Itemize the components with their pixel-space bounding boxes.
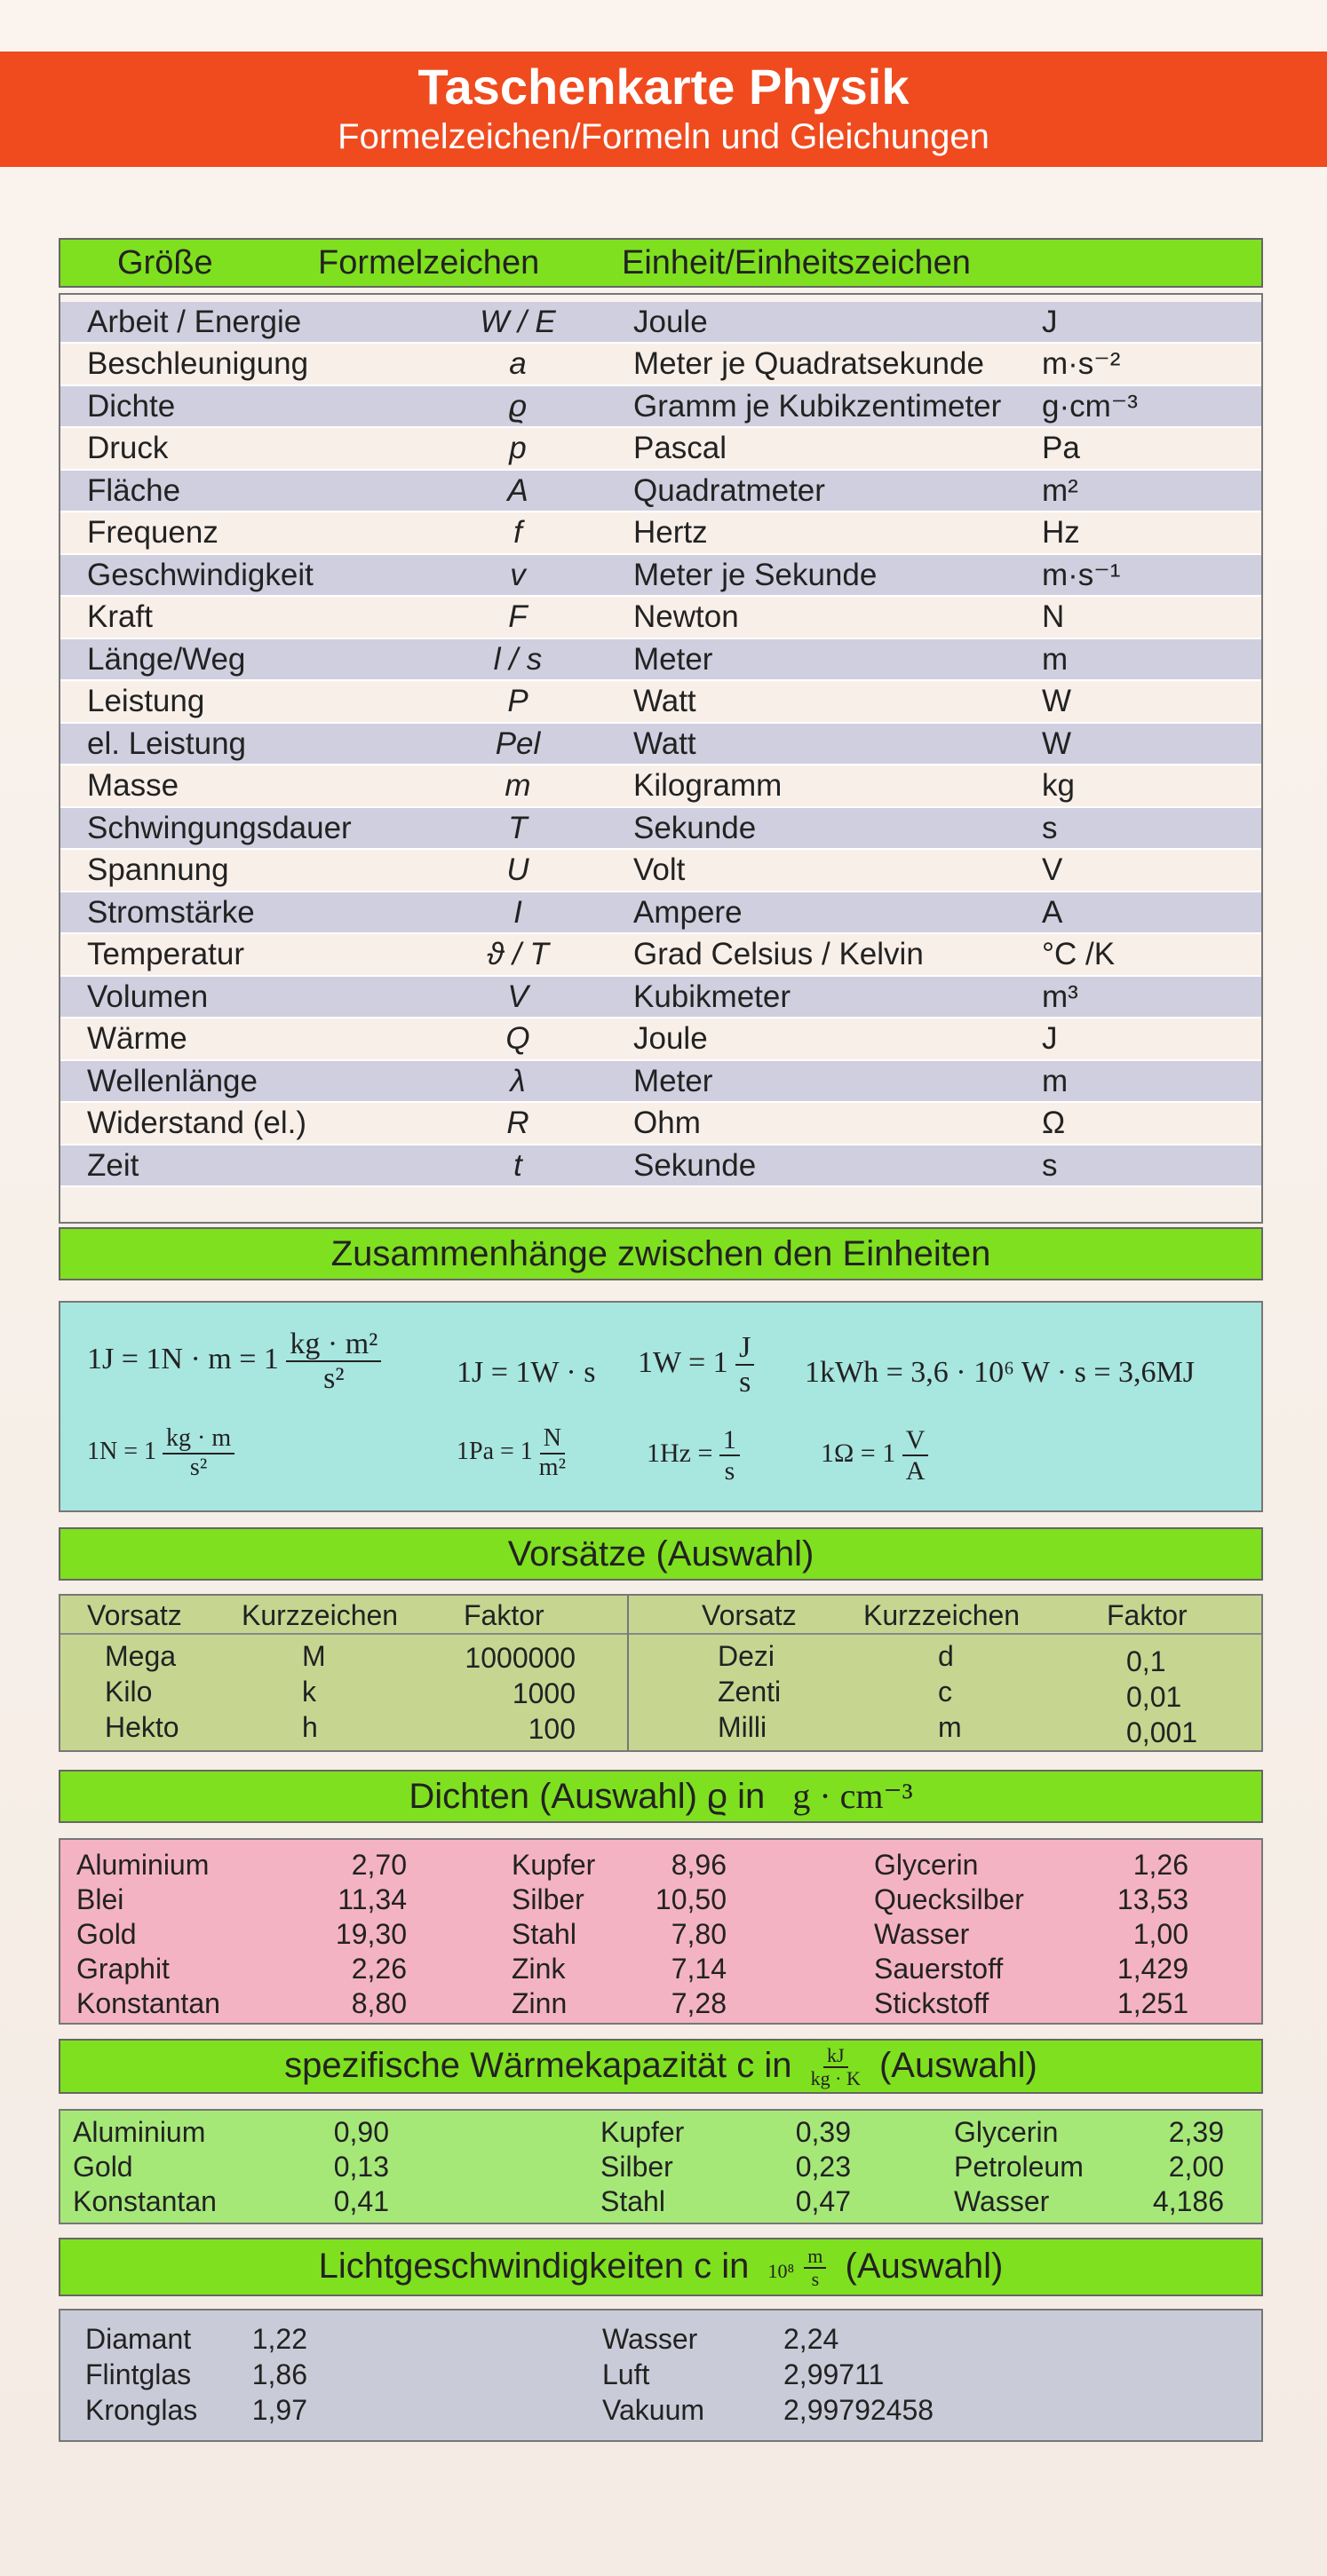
heat-unit-denominator: kg · K bbox=[810, 2067, 861, 2090]
densities-material: Stahl bbox=[512, 1918, 576, 1950]
prefix-abbr: c bbox=[938, 1676, 952, 1708]
table-row bbox=[60, 892, 1261, 934]
quantity-symbol: U bbox=[506, 852, 529, 887]
quantity-name: Fläche bbox=[87, 472, 181, 508]
formula-text: 1Pa = 1 bbox=[457, 1438, 533, 1466]
quantity-unit: Joule bbox=[633, 304, 708, 339]
quantity-unit: Hertz bbox=[633, 515, 708, 550]
prefixes-title: Vorsätze (Auswahl) bbox=[507, 1534, 814, 1573]
heat-value: 2,00 bbox=[1168, 2151, 1224, 2183]
formula-hertz bbox=[647, 1425, 740, 1486]
prefix-name: Hekto bbox=[105, 1711, 179, 1743]
prefix-column-header: Kurzzeichen bbox=[242, 1599, 399, 1631]
quantity-name: Wellenlänge bbox=[87, 1063, 258, 1098]
light-unit-prefix: 10⁸ bbox=[767, 2260, 795, 2282]
heat-value: 4,186 bbox=[1152, 2185, 1224, 2217]
quantity-unit-sign: m bbox=[1042, 1063, 1069, 1098]
quantity-unit-sign: g·cm⁻³ bbox=[1042, 388, 1138, 424]
light-unit-denominator: s bbox=[811, 2268, 820, 2291]
table-row bbox=[60, 513, 1261, 555]
heat-value: 2,39 bbox=[1168, 2116, 1224, 2148]
quantity-symbol: ϱ bbox=[508, 388, 528, 424]
prefix-abbr: h bbox=[302, 1711, 318, 1743]
heat-value: 0,13 bbox=[333, 2151, 389, 2183]
densities-material: Aluminium bbox=[76, 1849, 210, 1881]
quantity-symbol: Pel bbox=[495, 725, 541, 761]
prefix-abbr: M bbox=[302, 1640, 326, 1672]
light-value: 2,99792458 bbox=[783, 2394, 934, 2426]
densities-value: 10,50 bbox=[655, 1883, 727, 1915]
heat-title bbox=[60, 2041, 1261, 2090]
light-value: 2,99711 bbox=[783, 2358, 885, 2390]
quantity-unit-sign: N bbox=[1042, 599, 1065, 634]
densities-title bbox=[60, 1771, 1261, 1821]
quantity-unit-sign: A bbox=[1042, 894, 1063, 930]
table-row bbox=[60, 935, 1261, 977]
heat-material: Gold bbox=[73, 2151, 133, 2183]
relations-box bbox=[59, 1301, 1263, 1512]
prefix-factor: 0,1 bbox=[1126, 1645, 1166, 1677]
light-material: Wasser bbox=[602, 2323, 698, 2355]
light-material: Vakuum bbox=[602, 2394, 705, 2426]
quantity-name: Arbeit / Energie bbox=[87, 304, 302, 339]
densities-value: 1,26 bbox=[1132, 1849, 1188, 1881]
quantity-unit-sign: W bbox=[1042, 684, 1072, 718]
quantity-unit: Ohm bbox=[633, 1106, 701, 1140]
densities-unit: g · cm⁻³ bbox=[792, 1776, 913, 1816]
quantity-symbol: P bbox=[507, 684, 528, 718]
quantity-unit-sign: V bbox=[1042, 852, 1063, 887]
light-material: Luft bbox=[602, 2358, 650, 2390]
densities-material: Zink bbox=[512, 1953, 566, 1985]
quantity-unit-sign: kg bbox=[1042, 768, 1075, 803]
prefix-column-header: Vorsatz bbox=[702, 1599, 797, 1631]
quantity-name: Frequenz bbox=[87, 515, 219, 550]
quantities-table bbox=[59, 293, 1263, 1224]
prefixes-table bbox=[59, 1594, 1263, 1752]
heat-material: Konstantan bbox=[73, 2185, 217, 2217]
quantity-unit-sign: s bbox=[1042, 1147, 1058, 1183]
quantity-unit: Grad Celsius / Kelvin bbox=[633, 937, 924, 971]
heat-material: Silber bbox=[600, 2151, 673, 2183]
quantity-symbol: v bbox=[510, 557, 526, 592]
quantity-unit: Meter je Quadratsekunde bbox=[633, 346, 984, 381]
prefixes-header bbox=[59, 1527, 1263, 1581]
quantity-name: Länge/Weg bbox=[87, 641, 246, 677]
quantity-unit-sign: °C /K bbox=[1042, 937, 1116, 971]
heat-material: Glycerin bbox=[954, 2116, 1059, 2148]
heat-value: 0,39 bbox=[795, 2116, 851, 2148]
table-row bbox=[60, 639, 1261, 681]
densities-material: Quecksilber bbox=[874, 1883, 1024, 1915]
table-row bbox=[60, 682, 1261, 724]
table-row bbox=[60, 1145, 1261, 1187]
prefix-abbr: m bbox=[938, 1711, 962, 1743]
formula-denominator: s bbox=[724, 1456, 735, 1486]
quantity-name: Schwingungsdauer bbox=[87, 810, 352, 845]
densities-material: Sauerstoff bbox=[874, 1953, 1004, 1985]
quantity-unit: Sekunde bbox=[633, 1147, 757, 1183]
light-value: 1,22 bbox=[251, 2323, 307, 2355]
light-value: 1,97 bbox=[251, 2394, 307, 2426]
formula-denominator: s² bbox=[323, 1362, 345, 1396]
quantity-name: Kraft bbox=[87, 599, 153, 634]
quantity-unit-sign: m² bbox=[1042, 472, 1078, 508]
formula-kwh: 1kWh = 3,6 · 10⁶ W · s = 3,6MJ bbox=[805, 1356, 1195, 1389]
light-material: Flintglas bbox=[85, 2358, 192, 2390]
light-title-suffix: (Auswahl) bbox=[845, 2247, 1004, 2286]
heat-title-suffix: (Auswahl) bbox=[878, 2046, 1037, 2085]
quantity-name: el. Leistung bbox=[87, 725, 247, 761]
formula-numerator: N bbox=[540, 1425, 565, 1454]
densities-value: 19,30 bbox=[335, 1918, 407, 1950]
table-row bbox=[60, 724, 1261, 765]
quantity-unit: Meter bbox=[633, 1063, 713, 1098]
heat-value: 0,23 bbox=[795, 2151, 851, 2183]
quantity-symbol: t bbox=[513, 1147, 522, 1183]
quantity-name: Dichte bbox=[87, 388, 176, 424]
formula-denominator: m² bbox=[538, 1453, 566, 1481]
densities-value: 7,28 bbox=[671, 1987, 727, 2019]
densities-value: 1,251 bbox=[1116, 1987, 1188, 2019]
formula-watt bbox=[638, 1331, 754, 1399]
heat-material: Kupfer bbox=[600, 2116, 685, 2148]
quantity-name: Geschwindigkeit bbox=[87, 557, 314, 592]
formula-text: 1W = 1 bbox=[638, 1346, 728, 1380]
quantity-unit-sign: m·s⁻¹ bbox=[1042, 557, 1121, 592]
prefix-abbr: k bbox=[302, 1676, 316, 1708]
quantities-header bbox=[59, 238, 1263, 288]
densities-value: 7,80 bbox=[671, 1918, 727, 1950]
table-row bbox=[60, 766, 1261, 808]
quantity-symbol: f bbox=[513, 515, 522, 550]
quantity-unit-sign: m·s⁻² bbox=[1042, 346, 1121, 381]
quantity-name: Temperatur bbox=[87, 937, 245, 971]
table-row bbox=[60, 302, 1261, 344]
quantity-name: Masse bbox=[87, 768, 179, 803]
quantity-unit: Quadratmeter bbox=[633, 472, 825, 508]
quantity-symbol: A bbox=[507, 472, 528, 508]
quantity-name: Spannung bbox=[87, 852, 229, 887]
quantity-name: Wärme bbox=[87, 1021, 187, 1056]
quantity-unit-sign: Hz bbox=[1042, 515, 1080, 550]
header-quantity: Größe bbox=[117, 243, 213, 281]
card-title: Taschenkarte Physik bbox=[417, 59, 910, 115]
prefix-factor: 1000 bbox=[512, 1677, 576, 1709]
header-unit: Einheit/Einheitszeichen bbox=[622, 243, 971, 281]
quantity-unit: Watt bbox=[633, 725, 696, 761]
formula-denominator: s bbox=[739, 1366, 751, 1399]
quantity-unit-sign: J bbox=[1042, 304, 1058, 339]
table-row bbox=[60, 977, 1261, 1019]
quantity-name: Beschleunigung bbox=[87, 346, 309, 381]
densities-header bbox=[59, 1770, 1263, 1823]
prefix-column-header: Kurzzeichen bbox=[863, 1599, 1021, 1631]
formula-text: 1N = 1 bbox=[87, 1438, 157, 1466]
densities-material: Zinn bbox=[512, 1987, 568, 2019]
quantity-symbol: a bbox=[509, 346, 527, 381]
densities-value: 1,00 bbox=[1132, 1918, 1188, 1950]
densities-value: 8,80 bbox=[351, 1987, 407, 2019]
densities-material: Wasser bbox=[874, 1918, 970, 1950]
table-row bbox=[60, 471, 1261, 512]
heat-table bbox=[59, 2109, 1263, 2224]
table-row bbox=[60, 1104, 1261, 1145]
quantity-unit: Kilogramm bbox=[633, 768, 783, 803]
densities-material: Silber bbox=[512, 1883, 584, 1915]
quantity-unit: Meter je Sekunde bbox=[633, 557, 878, 592]
quantity-symbol: m bbox=[505, 768, 531, 803]
table-row bbox=[60, 598, 1261, 639]
heat-unit-numerator: kJ bbox=[823, 2045, 848, 2068]
densities-value: 11,34 bbox=[338, 1883, 407, 1915]
densities-title-text: Dichten (Auswahl) ϱ in bbox=[409, 1777, 766, 1816]
formula-pascal bbox=[457, 1425, 566, 1482]
formula-numerator: V bbox=[902, 1425, 929, 1456]
densities-material: Glycerin bbox=[874, 1849, 979, 1881]
formula-ohm bbox=[821, 1425, 928, 1486]
formula-denominator: s² bbox=[189, 1453, 208, 1481]
quantity-unit-sign: s bbox=[1042, 810, 1058, 845]
quantity-name: Stromstärke bbox=[87, 894, 255, 930]
prefix-column-header: Faktor bbox=[464, 1599, 544, 1631]
densities-material: Graphit bbox=[76, 1953, 170, 1985]
relations-title: Zusammenhänge zwischen den Einheiten bbox=[330, 1234, 991, 1273]
densities-material: Blei bbox=[76, 1883, 124, 1915]
quantity-symbol: I bbox=[513, 894, 522, 930]
heat-material: Petroleum bbox=[954, 2151, 1084, 2183]
quantity-name: Widerstand (el.) bbox=[87, 1106, 307, 1140]
quantity-symbol: λ bbox=[510, 1063, 526, 1098]
quantity-symbol: p bbox=[509, 431, 527, 465]
quantity-unit: Pascal bbox=[633, 431, 727, 465]
prefix-factor: 1000000 bbox=[465, 1642, 576, 1674]
card-header bbox=[0, 52, 1327, 167]
heat-value: 0,41 bbox=[333, 2185, 389, 2217]
table-row bbox=[60, 386, 1261, 428]
quantity-unit: Gramm je Kubikzentimeter bbox=[633, 388, 1002, 424]
prefix-factor: 0,01 bbox=[1126, 1681, 1182, 1713]
header-symbol: Formelzeichen bbox=[318, 243, 540, 281]
quantity-unit: Sekunde bbox=[633, 810, 757, 845]
densities-material: Kupfer bbox=[512, 1849, 596, 1881]
table-row bbox=[60, 1061, 1261, 1103]
quantity-symbol: T bbox=[508, 810, 528, 845]
table-row bbox=[60, 555, 1261, 597]
densities-material: Konstantan bbox=[76, 1987, 220, 2019]
prefixes-column-headers bbox=[60, 1596, 1261, 1635]
quantity-unit: Kubikmeter bbox=[633, 979, 791, 1014]
formula-numerator: 1 bbox=[719, 1425, 740, 1456]
quantity-symbol: Q bbox=[505, 1021, 530, 1056]
prefix-name: Milli bbox=[718, 1711, 767, 1743]
quantity-unit-sign: W bbox=[1042, 725, 1072, 761]
quantity-symbol: F bbox=[508, 599, 528, 634]
formula-text: 1Ω = 1 bbox=[821, 1438, 896, 1468]
table-row bbox=[60, 808, 1261, 850]
formula-numerator: kg · m² bbox=[286, 1328, 381, 1362]
prefix-column-header: Faktor bbox=[1107, 1599, 1188, 1631]
heat-value: 0,90 bbox=[333, 2116, 389, 2148]
quantity-unit: Meter bbox=[633, 641, 713, 677]
quantity-unit: Ampere bbox=[633, 894, 743, 930]
quantity-unit-sign: m bbox=[1042, 641, 1069, 677]
light-unit-numerator: m bbox=[804, 2246, 826, 2269]
prefix-name: Zenti bbox=[718, 1676, 782, 1708]
light-header bbox=[59, 2238, 1263, 2296]
prefix-factor: 0,001 bbox=[1126, 1716, 1198, 1748]
heat-header bbox=[59, 2039, 1263, 2094]
heat-title-text: spezifische Wärmekapazität c in bbox=[284, 2046, 792, 2085]
heat-value: 0,47 bbox=[795, 2185, 851, 2217]
densities-value: 2,70 bbox=[351, 1849, 407, 1881]
table-row bbox=[60, 429, 1261, 471]
quantity-symbol: V bbox=[507, 979, 528, 1014]
prefix-column-header: Vorsatz bbox=[87, 1599, 182, 1631]
quantity-unit-sign: m³ bbox=[1042, 979, 1078, 1014]
light-value: 2,24 bbox=[783, 2323, 839, 2355]
heat-material: Stahl bbox=[600, 2185, 665, 2217]
densities-value: 2,26 bbox=[351, 1953, 407, 1985]
quantity-symbol: l / s bbox=[493, 641, 543, 677]
prefix-abbr: d bbox=[938, 1640, 954, 1672]
table-row bbox=[60, 851, 1261, 892]
relations-header bbox=[59, 1227, 1263, 1280]
formula-newton bbox=[87, 1425, 234, 1482]
light-value: 1,86 bbox=[251, 2358, 307, 2390]
heat-material: Aluminium bbox=[73, 2116, 206, 2148]
densities-material: Stickstoff bbox=[874, 1987, 989, 2019]
densities-value: 1,429 bbox=[1116, 1953, 1188, 1985]
quantity-name: Leistung bbox=[87, 684, 205, 718]
quantity-name: Druck bbox=[87, 431, 169, 465]
heat-material: Wasser bbox=[954, 2185, 1050, 2217]
prefix-name: Kilo bbox=[105, 1676, 153, 1708]
formula-numerator: kg · m bbox=[163, 1425, 234, 1454]
quantity-name: Zeit bbox=[87, 1147, 139, 1183]
formula-joule-newton bbox=[87, 1328, 381, 1396]
light-title bbox=[60, 2239, 1261, 2298]
prefix-factor: 100 bbox=[528, 1713, 576, 1745]
densities-table bbox=[59, 1838, 1263, 2025]
formula-text: 1J = 1N · m = 1 bbox=[87, 1343, 279, 1376]
quantity-unit-sign: J bbox=[1042, 1021, 1058, 1056]
densities-material: Gold bbox=[76, 1918, 137, 1950]
quantity-name: Volumen bbox=[87, 979, 209, 1014]
quantity-symbol: R bbox=[506, 1106, 529, 1140]
formula-joule-watt: 1J = 1W · s bbox=[457, 1356, 596, 1389]
quantity-symbol: W / E bbox=[480, 304, 556, 339]
quantity-unit: Joule bbox=[633, 1021, 708, 1056]
light-title-text: Lichtgeschwindigkeiten c in bbox=[318, 2247, 750, 2286]
formula-denominator: A bbox=[905, 1456, 926, 1486]
table-row bbox=[60, 1019, 1261, 1061]
table-row bbox=[60, 345, 1261, 386]
light-material: Kronglas bbox=[85, 2394, 198, 2426]
light-table bbox=[59, 2309, 1263, 2442]
densities-value: 13,53 bbox=[1116, 1883, 1188, 1915]
formula-text: 1Hz = bbox=[647, 1438, 713, 1468]
quantity-unit-sign: Pa bbox=[1042, 431, 1080, 465]
quantity-unit: Volt bbox=[633, 852, 686, 887]
quantity-unit: Newton bbox=[633, 599, 739, 634]
light-material: Diamant bbox=[85, 2323, 192, 2355]
formula-numerator: J bbox=[735, 1331, 754, 1366]
densities-value: 7,14 bbox=[671, 1953, 727, 1985]
prefix-name: Mega bbox=[105, 1640, 177, 1672]
prefixes-divider bbox=[627, 1596, 629, 1750]
quantity-unit: Watt bbox=[633, 684, 696, 718]
densities-value: 8,96 bbox=[671, 1849, 727, 1881]
quantity-symbol: ϑ / T bbox=[487, 937, 549, 971]
quantity-unit-sign: Ω bbox=[1042, 1106, 1066, 1140]
prefix-name: Dezi bbox=[718, 1640, 775, 1672]
card-subtitle: Formelzeichen/Formeln und Gleichungen bbox=[338, 117, 989, 156]
